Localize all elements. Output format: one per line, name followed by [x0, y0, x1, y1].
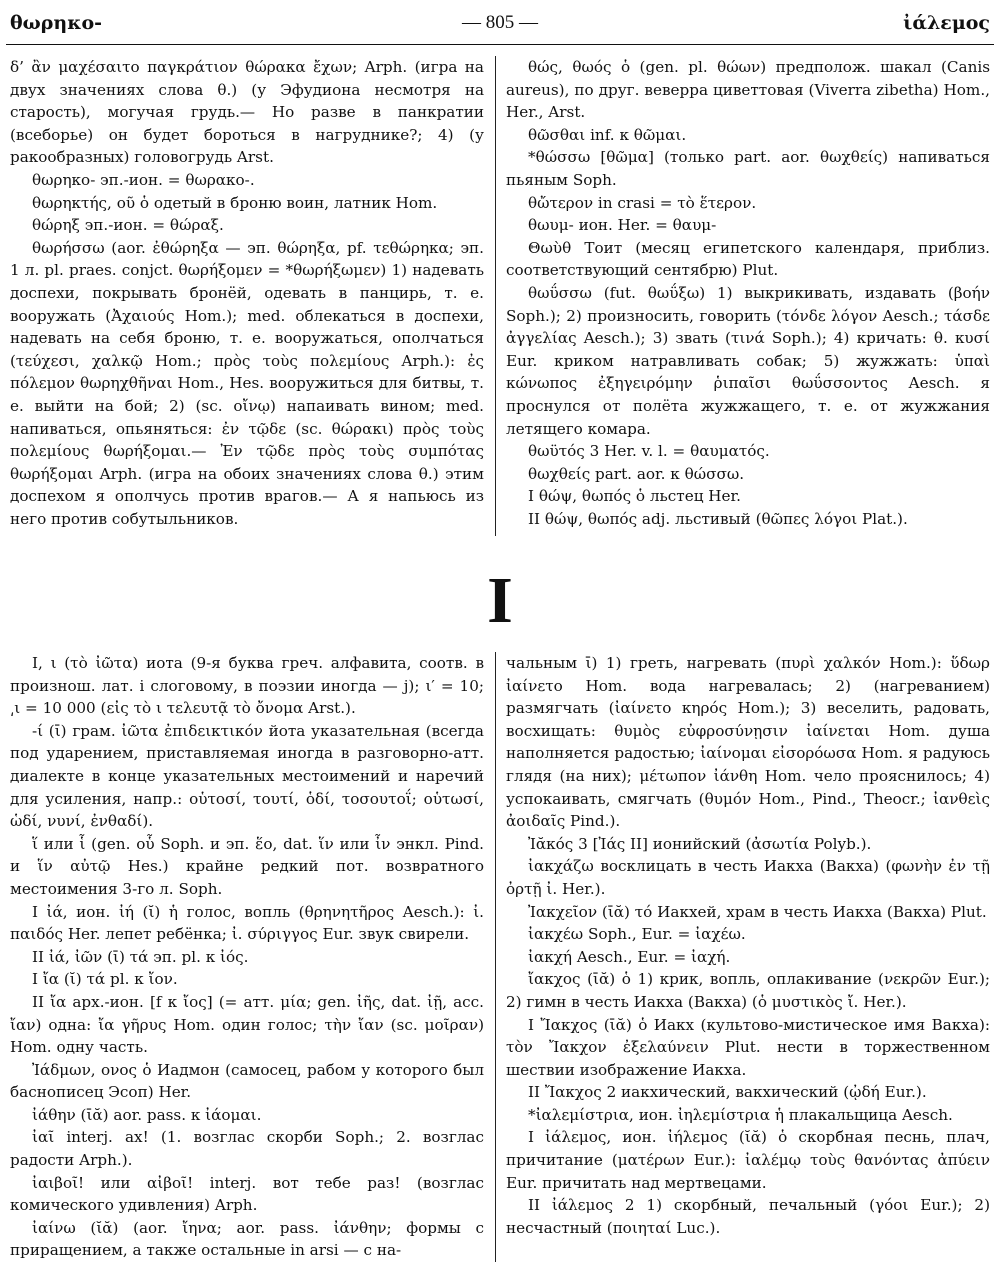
entry: δ’ ἂν μαχέσαιτο παγκράτιον θώρακα ἔχων; Arph. (игра на двух значениях слова θ.) (у Эфудиона несмотря на старость), могучая грудь.— Но разве в панкратии (всеборье) он будет бороться в нагруднике?; 4) (у ракообразных) головогрудь Arst.	[10, 58, 484, 167]
entry: Ἰάδμων, ονος ὁ Иадмон (самосец, рабом у которого был баснописец Эсоп) Her.	[10, 1060, 484, 1102]
header-last-headword: ἰάλεμος	[903, 12, 990, 34]
entry: θωρηκο- эп.-ион. = θωρακο-.	[32, 170, 255, 189]
header-rule	[6, 44, 994, 45]
entry: θῶσθαι inf. к θῶμαι.	[528, 125, 687, 144]
header-first-headword: θωρηκο-	[10, 12, 103, 34]
entry: II ἰάλεμος 2 1) скорбный, печальный (γόοι Eur.); 2) несчастный (ποιηταί Luc.).	[506, 1196, 990, 1237]
entry: ἰαῖ interj. ах! (1. возглас скорби Soph.; 2. возглас радости Arph.).	[10, 1128, 484, 1170]
column-bottom-left	[10, 652, 484, 1262]
entry: чальным ῑ) 1) греть, нагревать (πυρὶ χαλκόν Hom.): ὕδωρ ἰαίνετο Hom. вода нагревалась; 2) (нагреванием) размягчать (ἰαίνετο κηρός Hom.); 3) веселить, радовать, восхищать: θυμὸς εὐφροσύνῃσιν ἰαίνεται Hom. душа наполняется радостью; ἰαίνομαι εἰσορόωσα Hom. я радуюсь глядя (на них); μέτωπον ἰάνθη Hom. чело прояснилось; 4) успокаивать, смягчать (θυμόν Hom., Pind., Theocr.; ἰανθεὶς ἀοιδαῖς Pind.).	[506, 654, 990, 831]
entry: II Ἴακχος 2 иакхический, вакхический (ᾠδή Eur.).	[528, 1083, 927, 1102]
entry: *θώσσω [θῶμα] (только part. aor. θωχθείς) напиваться пьяным Soph.	[506, 148, 990, 189]
section-letter: I	[487, 564, 513, 637]
column-divider	[495, 56, 496, 536]
column-divider	[495, 652, 496, 1262]
entry: II ἰά, ἰῶν (ῑ) τά эп. pl. к ἰός.	[32, 947, 249, 966]
entry: ἰάθην (ῑᾰ) aor. pass. к ἰάομαι.	[32, 1105, 262, 1124]
entry: I ἴα (ῐ) τά pl. к ἴον.	[32, 970, 178, 989]
entry: ἰαιβοῖ! или αἰβοῖ! interj. вот тебе раз! (возглас комического удивления) Arph.	[10, 1173, 484, 1215]
entry: I Ἴακχος (ῑᾰ) ὁ Иакх (культово-мистическое имя Вакха): τὸν Ἴακχον ἐξελαύνειν Plut. нести в торжественном шествии изображение Иакха.	[506, 1015, 990, 1079]
entry: ἰακχάζω восклицать в честь Иакха (Вакха) (φωνὴν ἐν τῇ ὀρτῇ ἰ. Her.).	[506, 857, 990, 898]
entry: II θώψ, θωπός adj. льстивый (θῶπες λόγοι Plat.).	[528, 509, 908, 528]
column-bottom-right	[506, 652, 990, 1239]
entry: II ἴα арх.-ион. [f к ἴος] (= атт. μία; gen. ἰῆς, dat. ἰῇ, acc. ἴαν) одна: ἴα γῆρυς Hom. один голос; τὴν ἴαν (sc. μοῖραν) Hom. одну часть.	[10, 992, 484, 1057]
entry: I ἰά, ион. ἰή (ῐ) ἡ голос, вопль (θρηνητῆρος Aesch.): ἰ. παιδός Her. лепет ребёнка; ἰ. σύριγγος Eur. звук свирели.	[10, 902, 484, 944]
entry: ἴακχος (ῑᾰ) ὁ 1) крик, вопль, оплакивание (νεκρῶν Eur.); 2) гимн в честь Иакха (Вакха) (ὁ μυστικὸς ἴ. Her.).	[506, 970, 990, 1011]
entry: *ἰαλεμίστρια, ион. ἰηλεμίστρια ἡ плакальщица Aesch.	[528, 1105, 953, 1124]
entry: I θώψ, θωπός ὁ льстец Her.	[528, 487, 741, 506]
entry: θωυμ- ион. Her. = θαυμ-	[528, 216, 717, 235]
entry: θωρηκτής, οῦ ὁ одетый в броню воин, латник Hom.	[32, 193, 438, 212]
entry: ἰακχή Aesch., Eur. = ἰαχή.	[528, 947, 731, 966]
page-number: — 805 —	[462, 12, 538, 33]
entry: -ί (ῑ) грам. ἰῶτα ἐπιδεικτικόν йота указательная (всегда под ударением, приставляемая иногда в разговорно-атт. диалекте в конце указательных местоимений и наречий для усиления, напр.: οὑτοσί, τουτί, ὁδί, τοσουτοΐ; οὑτωσί, ὡδί, νυνί, ἐνθαδί).	[10, 721, 484, 831]
entry: ἰακχέω Soph., Eur. = ἰαχέω.	[528, 925, 746, 944]
entry: θωϋτός 3 Her. v. l. = θαυματός.	[528, 442, 770, 461]
entry: I ἰάλεμος, ион. ἰήλεμος (ῐᾰ) ὁ скорбная песнь, плач, причитание (ματέρων Eur.): ἰαλέμῳ τοὺς θανόντας ἀπύειν Eur. причитать над мертвецами.	[506, 1128, 990, 1192]
page-header	[10, 12, 990, 42]
entry: θώρηξ эп.-ион. = θώραξ.	[32, 216, 224, 235]
entry: I, ι (τὸ ἰῶτα) иота (9-я буква греч. алфавита, соотв. в произнош. лат. i слоговому, в поэзии иногда — j); ι′ = 10; ͵ι = 10 000 (εἰς τὸ ι τελευτᾷ τὸ ὄνομα Arst.).	[10, 654, 484, 718]
entry: Θωὺθ Тоит (месяц египетского календаря, приблиз. соответствующий сентябрю) Plut.	[506, 238, 990, 280]
entry: θὤτερον in crasi = τὸ ἕτερον.	[528, 193, 757, 212]
entry: θωχθείς part. aor. к θώσσω.	[528, 464, 745, 483]
entry: Ἰακχεῖον (ῑᾰ) τό Иакхей, храм в честь Иакха (Вакха) Plut.	[528, 902, 987, 921]
entry: θωΰσσω (fut. θωΰξω) 1) выкрикивать, издавать (βοήν Soph.); 2) произносить, говорить (τόνδε λόγον Aesch.; τάσδε ἀγγελίας Aesch.); 3) звать (τινά Soph.); 4) кричать: θ. κυσί Eur. криком натравливать собак; 5) жужжать: ὑπαὶ κώνωπος ἐξηγειρόμην ῥιπαῖσι θωΰσσοντος Aesch. я проснулся от полёта жужжащего, т. е. от жужжания летящего комара.	[506, 283, 990, 438]
entry: Ἰᾰκός 3 [Ἰάς II] ионийский (ἀσωτία Polyb.).	[528, 834, 872, 853]
column-top-right	[506, 56, 990, 530]
entry: θωρήσσω (aor. ἐθώρηξα — эп. θώρηξα, pf. τεθώρηκα; эп. 1 л. pl. praes. conjct. θωρήξομεν = *θωρήξωμεν) 1) надевать доспехи, покрывать бронёй, одевать в панцирь, т. е. вооружать (Ἀχαιούς Hom.); med. облекаться в доспехи, надевать на себя броню, т. е. вооружаться, ополчаться (τεύχεσι, χαλκῷ Hom.; πρὸς τοὺς πολεμίους Arph.): ἐς πόλεμον θωρηχθῆναι Hom., Hes. вооружиться для битвы, т. е. выйти на бой; 2) (sc. οἴνῳ) напаивать вином; med. напиваться, опьяняться: ἐν τῷδε (sc. θώρακι) πρὸς τοὺς πολεμίους θωρήξομαι.— Ἐν τῷδε πρὸς τοὺς συμπότας θωρήξομαι Arph. (игра на обоих значениях слова θ.) этим доспехом я ополчусь против врагов.— А я напьюсь из него против собутыльников.	[10, 238, 484, 528]
entry: ἵ или ἷ (gen. οὗ Soph. и эп. ἕο, dat. ἵν или ἶν энкл. Pind. и ἵν αὐτῷ Hes.) крайне редкий пот. возвратного местоимения 3-го л. Soph.	[10, 834, 484, 898]
entry: ἰαίνω (ῐᾰ) (aor. ἴηνα; aor. pass. ἰάνθην; формы с приращением, а также остальные in arsi — с на-	[10, 1218, 484, 1260]
column-top-left	[10, 56, 484, 530]
entry: θώς, θωός ὁ (gen. pl. θώων) предполож. шакал (Canis aureus), по друг. веверра циветтовая (Viverra zibetha) Hom., Her., Arst.	[506, 58, 990, 122]
